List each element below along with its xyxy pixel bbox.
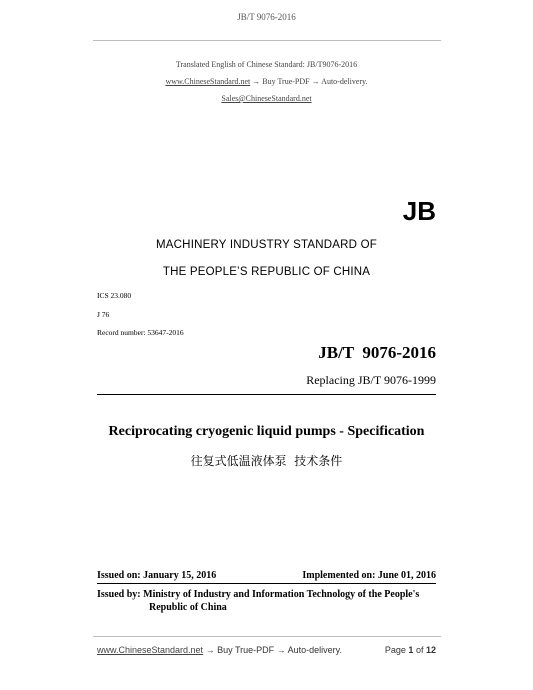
arrow-right-icon: → bbox=[252, 77, 261, 86]
arrow-right-icon: → bbox=[276, 645, 286, 655]
document-title-zh: 往复式低温液体泵 技术条件 bbox=[190, 454, 343, 468]
page-current: 1 bbox=[408, 645, 414, 655]
purchase-line bbox=[0, 77, 533, 86]
standard-heading-line2: THE PEOPLE’S REPUBLIC OF CHINA bbox=[162, 266, 371, 278]
document-title-en: Reciprocating cryogenic liquid pumps - Specification bbox=[108, 424, 425, 439]
header-divider bbox=[93, 40, 441, 41]
title-divider bbox=[97, 394, 436, 395]
footer-website-link[interactable]: www.ChineseStandard.net bbox=[97, 645, 204, 655]
standard-heading-line1: MACHINERY INDUSTRY STANDARD OF bbox=[156, 239, 377, 251]
page-header-title: JB/T 9076-2016 bbox=[237, 12, 296, 22]
footer-purchase-line bbox=[97, 645, 342, 655]
buy-pdf-text: Buy True-PDF bbox=[262, 77, 310, 86]
standard-code: JB/T 9076-2016 bbox=[318, 343, 436, 362]
j-code: J 76 bbox=[97, 310, 110, 319]
arrow-right-icon: → bbox=[311, 77, 320, 86]
jb-logo: JB bbox=[402, 196, 436, 226]
page-indicator bbox=[385, 645, 436, 655]
issue-divider bbox=[97, 583, 436, 584]
page-of-label: of bbox=[415, 645, 424, 655]
issued-by bbox=[97, 588, 436, 614]
page-total: 12 bbox=[425, 645, 436, 655]
email-line bbox=[0, 94, 533, 103]
issued-by-line1: Issued by: Ministry of Industry and Information Technology of the People's bbox=[97, 589, 420, 600]
issued-by-line2: Republic of China bbox=[149, 602, 227, 613]
replacing-note: Replacing JB/T 9076-1999 bbox=[306, 373, 436, 387]
website-link[interactable]: www.ChineseStandard.net bbox=[165, 77, 251, 86]
issued-on-date: Issued on: January 15, 2016 bbox=[97, 570, 217, 581]
email-link[interactable]: Sales@ChineseStandard.net bbox=[221, 94, 312, 103]
footer-buy-pdf-text: Buy True-PDF bbox=[217, 645, 275, 655]
arrow-right-icon: → bbox=[205, 645, 215, 655]
ics-code: ICS 23.080 bbox=[97, 291, 132, 300]
footer-auto-delivery-text: Auto-delivery. bbox=[287, 645, 342, 655]
implemented-on-date: Implemented on: June 01, 2016 bbox=[302, 570, 436, 581]
translation-note: Translated English of Chinese Standard: JB/T9076-2016 bbox=[175, 60, 358, 69]
auto-delivery-text: Auto-delivery. bbox=[321, 77, 368, 86]
record-number: Record number: 53647-2016 bbox=[97, 328, 184, 337]
footer-divider bbox=[93, 636, 441, 637]
page-label: Page bbox=[384, 645, 406, 655]
